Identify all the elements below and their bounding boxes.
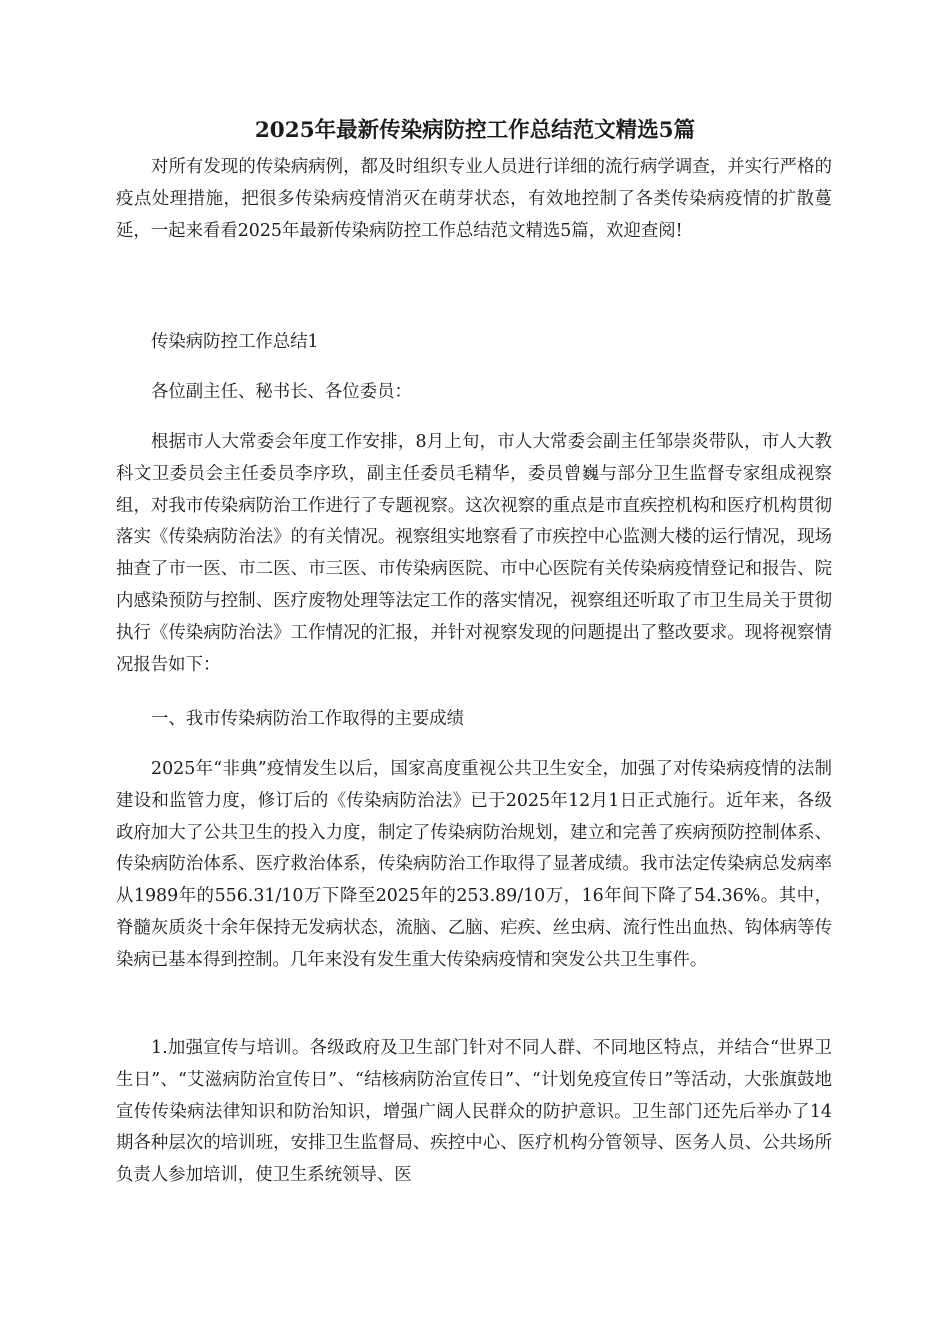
subheading-achievements: 一、我市传染病防治工作取得的主要成绩 [151,709,465,729]
section-heading: 传染病防控工作总结1 [151,332,319,352]
document-title: 2025年最新传染病防控工作总结范文精选5篇 [254,118,696,143]
body-paragraph-3: 1.加强宣传与培训。各级政府及卫生部门针对不同人群、不同地区特点，并结合“世界卫生日”、“艾滋病防治宣传日”、“结核病防治宣传日”、“计划免疫宣传日”等活动，大张旗鼓地宣传传染病法律知识和防治知识，增强广阔人民群众的防护意识。卫生部门还先后举办了14期各种层次的培训班，安排卫生监督局、疾控中心、医疗机构分管领导、医务人员、公共场所负责人参加培训，使卫生系统领导、医 [116,1038,832,1186]
body-paragraph-2: 2025年“非典”疫情发生以后，国家高度重视公共卫生安全，加强了对传染病疫情的法制建设和监管力度，修订后的《传染病防治法》已于2025年12月1日正式施行。近年来，各级政府加大了公共卫生的投入力度，制定了传染病防治规划，建立和完善了疾病预防控制体系、传染病防治体系、医疗救治体系，传染病防治工作取得了显著成绩。我市法定传染病总发病率从1989年的556.31/10万下降至2025年的253.89/10万，16年间下降了54.36%。其中，脊髓灰质炎十余年保持无发病状态，流脑、乙脑、疟疾、丝虫病、流行性出血热、钩体病等传染病已基本得到控制。几年来没有发生重大传染病疫情和突发公共卫生事件。 [116,759,832,970]
body-paragraph-1: 根据市人大常委会年度工作安排，8月上旬，市人大常委会副主任邹崇炎带队，市人大教科文卫委员会主任委员李序玖，副主任委员毛精华，委员曾巍与部分卫生监督专家组成视察组，对我市传染病防治工作进行了专题视察。这次视察的重点是市直疾控机构和医疗机构贯彻落实《传染病防治法》的有关情况。视察组实地察看了市疾控中心监测大楼的运行情况，现场抽查了市一医、市二医、市三医、市传染病医院、市中心医院有关传染病疫情登记和报告、院内感染预防与控制、医疗废物处理等法定工作的落实情况，视察组还听取了市卫生局关于贯彻执行《传染病防治法》工作情况的汇报，并针对视察发现的问题提出了整改要求。现将视察情况报告如下： [116,432,832,675]
salutation: 各位副主任、秘书长、各位委员： [151,382,412,402]
intro-paragraph: 对所有发现的传染病病例，都及时组织专业人员进行详细的流行病学调查，并实行严格的疫点处理措施，把很多传染病疫情消灭在萌芽状态，有效地控制了各类传染病疫情的扩散蔓延，一起来看看2025年最新传染病防控工作总结范文精选5篇，欢迎查阅! [116,157,832,241]
